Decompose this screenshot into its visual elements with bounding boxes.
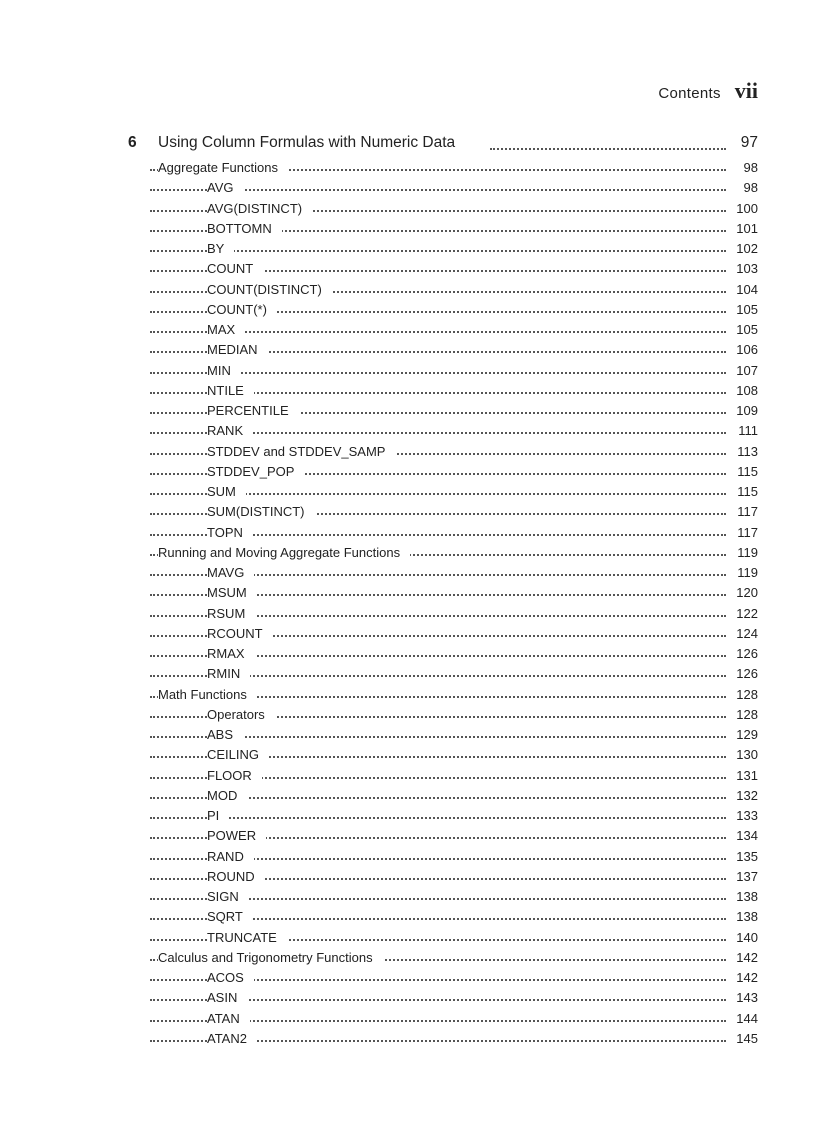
entry-page: 117 [729, 525, 758, 540]
subsection-entry[interactable] [0, 300, 816, 320]
subsection-entry[interactable] [0, 239, 816, 259]
entry-page: 138 [728, 909, 758, 924]
subsection-entry[interactable] [0, 462, 816, 482]
entry-title: MSUM [207, 585, 257, 600]
entry-page: 128 [728, 707, 758, 722]
subsection-entry[interactable] [0, 401, 816, 421]
entry-title: STDDEV and STDDEV_SAMP [207, 444, 395, 459]
subsection-entry[interactable] [0, 867, 816, 887]
entry-page: 106 [728, 342, 758, 357]
entry-title: MAX [207, 322, 245, 337]
subsection-entry[interactable] [0, 887, 816, 907]
entry-page: 130 [728, 747, 758, 762]
entry-page: 119 [729, 545, 758, 560]
subsection-entry[interactable] [0, 705, 816, 725]
entry-page: 108 [728, 383, 758, 398]
entry-page: 111 [730, 423, 758, 438]
entry-title: RANK [207, 423, 253, 438]
entry-page: 143 [728, 990, 758, 1005]
subsection-entry[interactable] [0, 766, 816, 786]
entry-title: NTILE [207, 383, 254, 398]
chapter-entry[interactable] [0, 134, 816, 158]
leader-dots [150, 250, 726, 252]
subsection-entry[interactable] [0, 583, 816, 603]
entry-page: 128 [728, 687, 758, 702]
entry-title: RSUM [207, 606, 255, 621]
entry-page: 120 [728, 585, 758, 600]
subsection-entry[interactable] [0, 806, 816, 826]
chapter-title: Using Column Formulas with Numeric Data [158, 134, 465, 152]
entry-title: RCOUNT [207, 626, 273, 641]
section-entry[interactable] [0, 543, 816, 563]
entry-page: 104 [728, 282, 758, 297]
entry-page: 140 [728, 930, 758, 945]
entry-page: 145 [728, 1031, 758, 1046]
entry-page: 105 [728, 322, 758, 337]
entry-title: AVG(DISTINCT) [207, 201, 312, 216]
section-entry[interactable] [0, 158, 816, 178]
entry-title: BY [207, 241, 234, 256]
entry-page: 103 [728, 261, 758, 276]
entry-title: COUNT [207, 261, 263, 276]
entry-title: Operators [207, 707, 275, 722]
entry-page: 134 [728, 828, 758, 843]
entry-title: POWER [207, 828, 266, 843]
entry-page: 142 [728, 970, 758, 985]
section-entry[interactable] [0, 948, 816, 968]
entry-title: COUNT(*) [207, 302, 277, 317]
entry-title: TOPN [207, 525, 253, 540]
subsection-entry[interactable] [0, 219, 816, 239]
entry-page: 124 [728, 626, 758, 641]
entry-page: 126 [728, 666, 758, 681]
entry-title: Calculus and Trigonometry Functions [158, 950, 383, 965]
entry-page: 105 [728, 302, 758, 317]
subsection-entry[interactable] [0, 523, 816, 543]
subsection-entry[interactable] [0, 421, 816, 441]
entry-title: RAND [207, 849, 254, 864]
subsection-entry[interactable] [0, 340, 816, 360]
subsection-entry[interactable] [0, 745, 816, 765]
subsection-entry[interactable] [0, 361, 816, 381]
subsection-entry[interactable] [0, 907, 816, 927]
entry-title: PI [207, 808, 229, 823]
entry-title: SUM [207, 484, 246, 499]
subsection-entry[interactable] [0, 847, 816, 867]
entry-page: 133 [728, 808, 758, 823]
subsection-entry[interactable] [0, 381, 816, 401]
chapter-page: 97 [733, 134, 758, 152]
entry-title: SIGN [207, 889, 249, 904]
entry-page: 101 [728, 221, 758, 236]
entry-page: 129 [728, 727, 758, 742]
table-of-contents [0, 134, 816, 1049]
subsection-entry[interactable] [0, 320, 816, 340]
header-page-number: vii [734, 78, 758, 103]
entry-title: ASIN [207, 990, 247, 1005]
entry-title: MEDIAN [207, 342, 268, 357]
entry-title: ATAN [207, 1011, 250, 1026]
subsection-entry[interactable] [0, 826, 816, 846]
subsection-entry[interactable] [0, 988, 816, 1008]
entry-title: SQRT [207, 909, 253, 924]
entry-title: TRUNCATE [207, 930, 287, 945]
entry-title: FLOOR [207, 768, 262, 783]
subsection-entry[interactable] [0, 178, 816, 198]
entry-title: Math Functions [158, 687, 257, 702]
entry-title: MIN [207, 363, 241, 378]
entry-title: ACOS [207, 970, 254, 985]
entry-title: ABS [207, 727, 243, 742]
entry-title: Running and Moving Aggregate Functions [158, 545, 410, 560]
section-entry[interactable] [0, 685, 816, 705]
entry-page: 132 [728, 788, 758, 803]
running-header [658, 78, 758, 104]
subsection-entry[interactable] [0, 502, 816, 522]
subsection-entry[interactable] [0, 280, 816, 300]
entry-page: 98 [736, 180, 758, 195]
entry-page: 117 [729, 504, 758, 519]
subsection-entry[interactable] [0, 725, 816, 745]
entry-page: 115 [729, 464, 758, 479]
entry-page: 137 [728, 869, 758, 884]
entry-page: 102 [728, 241, 758, 256]
entry-title: ROUND [207, 869, 265, 884]
entry-title: ATAN2 [207, 1031, 257, 1046]
subsection-entry[interactable] [0, 259, 816, 279]
entry-title: Aggregate Functions [158, 160, 288, 175]
entry-page: 131 [728, 768, 758, 783]
subsection-entry[interactable] [0, 563, 816, 583]
entry-title: RMAX [207, 646, 255, 661]
header-label: Contents [658, 85, 721, 102]
entry-page: 100 [728, 201, 758, 216]
entry-title: STDDEV_POP [207, 464, 304, 479]
entry-title: BOTTOMN [207, 221, 282, 236]
subsection-entry[interactable] [0, 1009, 816, 1029]
subsection-entry[interactable] [0, 199, 816, 219]
entry-page: 126 [728, 646, 758, 661]
subsection-entry[interactable] [0, 968, 816, 988]
subsection-entry[interactable] [0, 928, 816, 948]
entry-title: SUM(DISTINCT) [207, 504, 315, 519]
subsection-entry[interactable] [0, 482, 816, 502]
entry-page: 138 [728, 889, 758, 904]
entry-title: COUNT(DISTINCT) [207, 282, 332, 297]
entry-page: 119 [729, 565, 758, 580]
leader-dots [150, 817, 726, 819]
entry-page: 122 [728, 606, 758, 621]
subsection-entry[interactable] [0, 604, 816, 624]
entry-page: 113 [729, 444, 758, 459]
entry-title: AVG [207, 180, 244, 195]
entry-page: 109 [728, 403, 758, 418]
subsection-entry[interactable] [0, 786, 816, 806]
entry-title: RMIN [207, 666, 250, 681]
subsection-entry[interactable] [0, 624, 816, 644]
entry-page: 144 [728, 1011, 758, 1026]
entry-title: MOD [207, 788, 247, 803]
subsection-entry[interactable] [0, 442, 816, 462]
subsection-entry[interactable] [0, 1029, 816, 1049]
entry-title: MAVG [207, 565, 254, 580]
entry-page: 98 [736, 160, 758, 175]
leader-dots [490, 148, 726, 150]
chapter-number: 6 [128, 134, 137, 151]
entry-title: PERCENTILE [207, 403, 299, 418]
entry-page: 115 [729, 484, 758, 499]
entry-page: 107 [728, 363, 758, 378]
entry-title: CEILING [207, 747, 269, 762]
entry-page: 135 [728, 849, 758, 864]
subsection-entry[interactable] [0, 644, 816, 664]
subsection-entry[interactable] [0, 664, 816, 684]
entry-page: 142 [728, 950, 758, 965]
